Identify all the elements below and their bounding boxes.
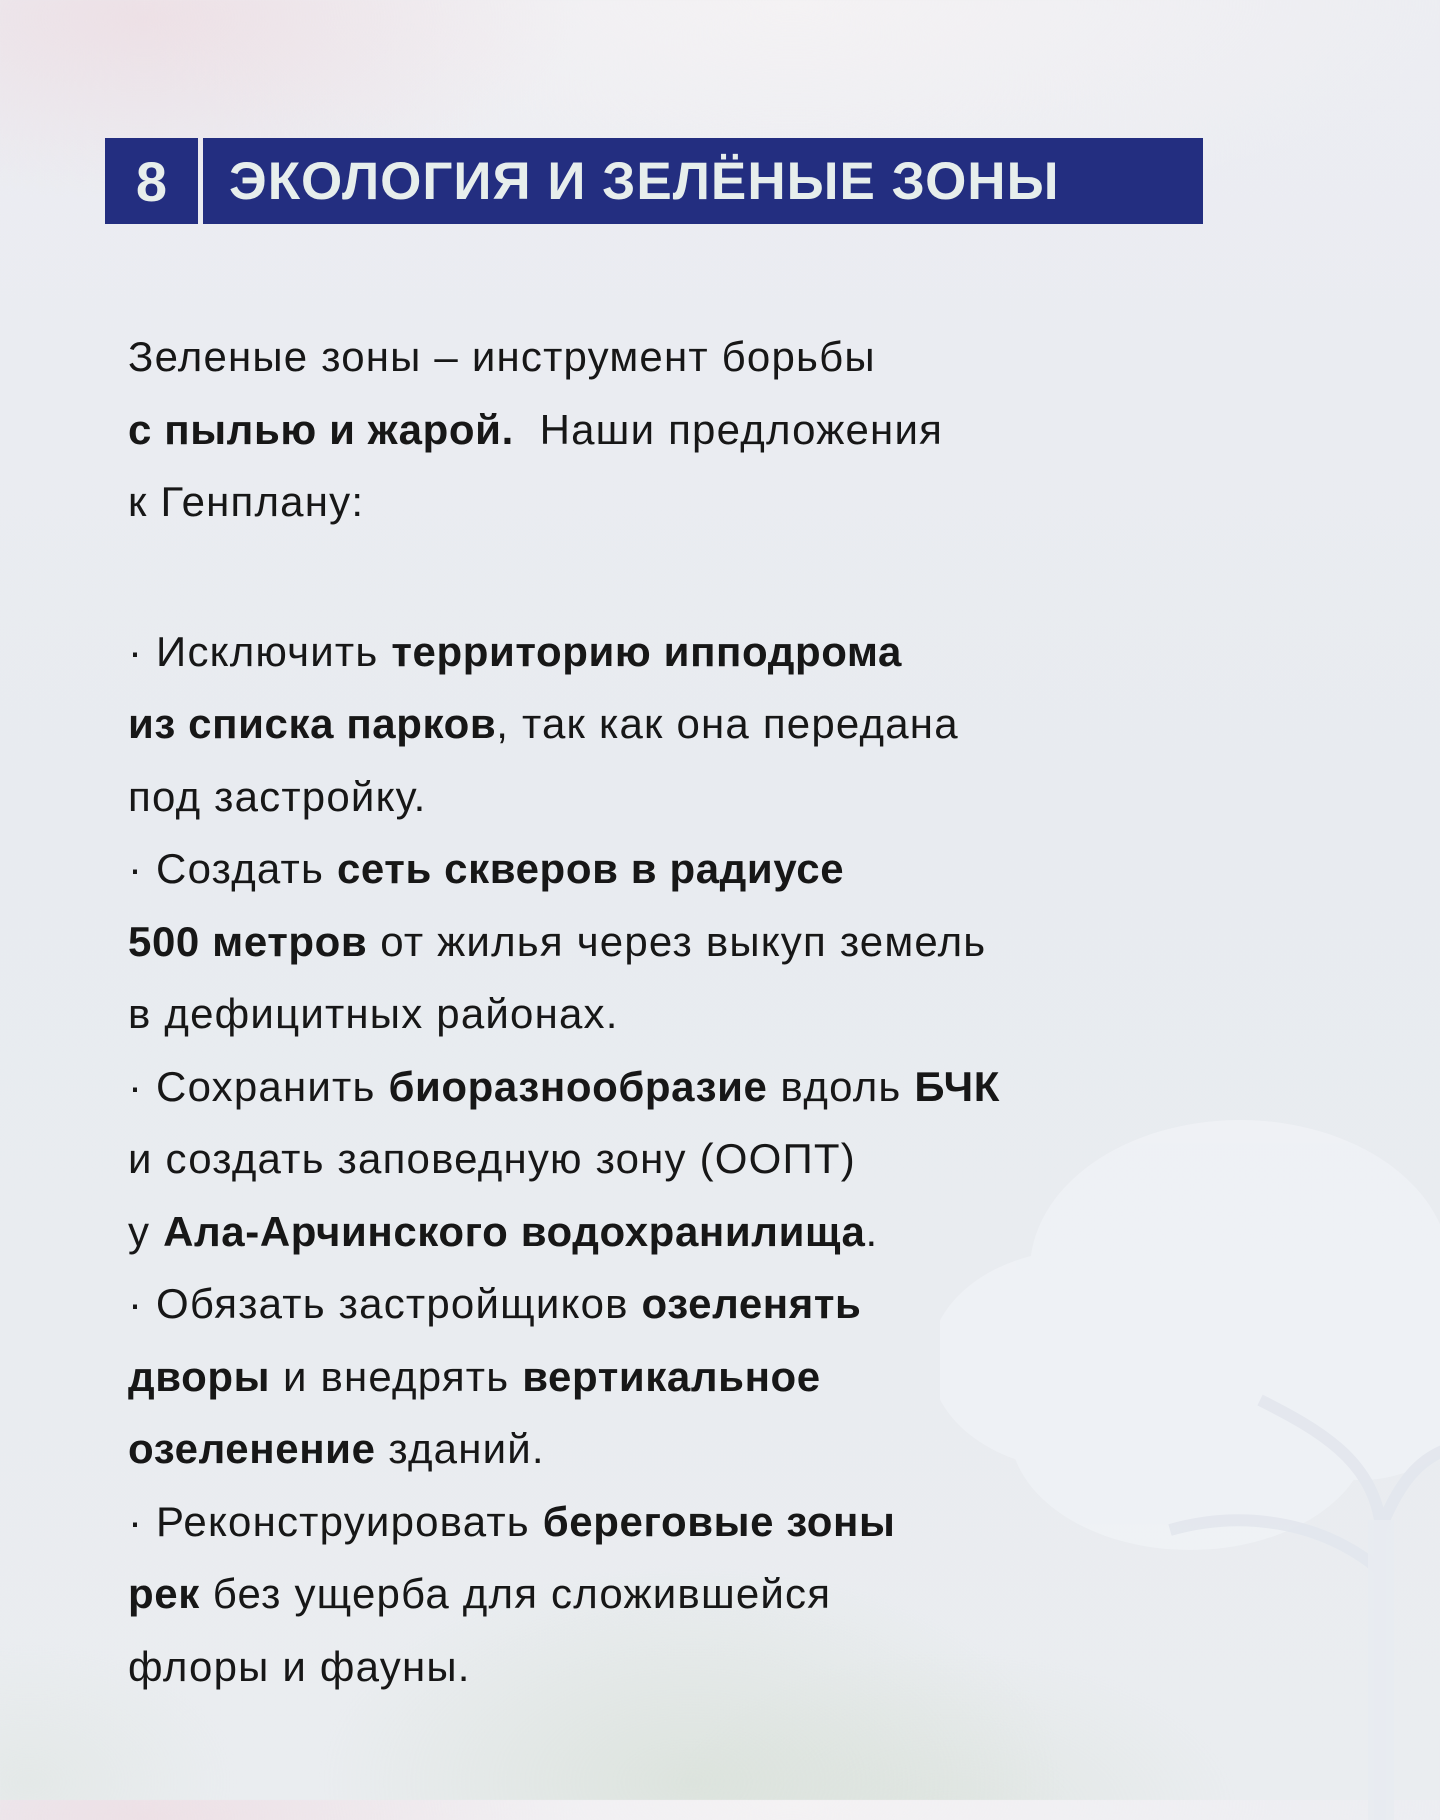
text-line: в дефицитных районах. bbox=[128, 990, 619, 1037]
text-line: озеленение зданий. bbox=[128, 1425, 545, 1472]
text-line: · Сохранить биоразнообразие вдоль БЧК bbox=[128, 1062, 1000, 1110]
text-line: к Генплану: bbox=[128, 478, 365, 525]
text-line: дворы и внедрять вертикальное bbox=[128, 1352, 821, 1400]
background-tree-image bbox=[940, 1100, 1440, 1820]
bullet-item-greening bbox=[128, 1268, 1000, 1486]
text-line: 500 метров от жилья через выкуп земель bbox=[128, 917, 987, 965]
text-line: под застройку. bbox=[128, 772, 427, 820]
content bbox=[128, 321, 1000, 1703]
text-line: Зеленые зоны – инструмент борьбы bbox=[128, 333, 876, 380]
text-line: · Реконструировать береговые зоны bbox=[128, 1497, 896, 1545]
section-number: 8 bbox=[135, 149, 168, 213]
text-line: · Создать сеть скверов в радиусе bbox=[128, 845, 845, 892]
bullet-item-squares bbox=[128, 833, 1000, 1051]
text-line: · Обязать застройщиков озеленять bbox=[128, 1280, 862, 1327]
bullet-item-riverbanks bbox=[128, 1486, 1000, 1704]
text-line: и создать заповедную зону (ООПТ) bbox=[128, 1135, 856, 1182]
bullet-item-hippodrome bbox=[128, 616, 1000, 834]
text-line: у Ала-Арчинского водохранилища. bbox=[128, 1207, 879, 1255]
text-line: рек без ущерба для сложившейся bbox=[128, 1570, 832, 1617]
text-line: флоры и фауны. bbox=[128, 1642, 471, 1690]
page-title-box bbox=[203, 138, 1203, 224]
text-line: с пылью и жарой. Наши предложения bbox=[128, 405, 944, 453]
section-number-badge bbox=[105, 138, 198, 224]
page-title: ЭКОЛОГИЯ И ЗЕЛЁНЫЕ ЗОНЫ bbox=[229, 151, 1060, 211]
intro-paragraph bbox=[128, 321, 1000, 539]
header bbox=[105, 138, 1203, 224]
bullet-item-biodiversity bbox=[128, 1051, 1000, 1269]
text-line: · Исключить территорию ипподрома bbox=[128, 627, 903, 675]
text-line: из списка парков, так как она передана bbox=[128, 700, 959, 747]
